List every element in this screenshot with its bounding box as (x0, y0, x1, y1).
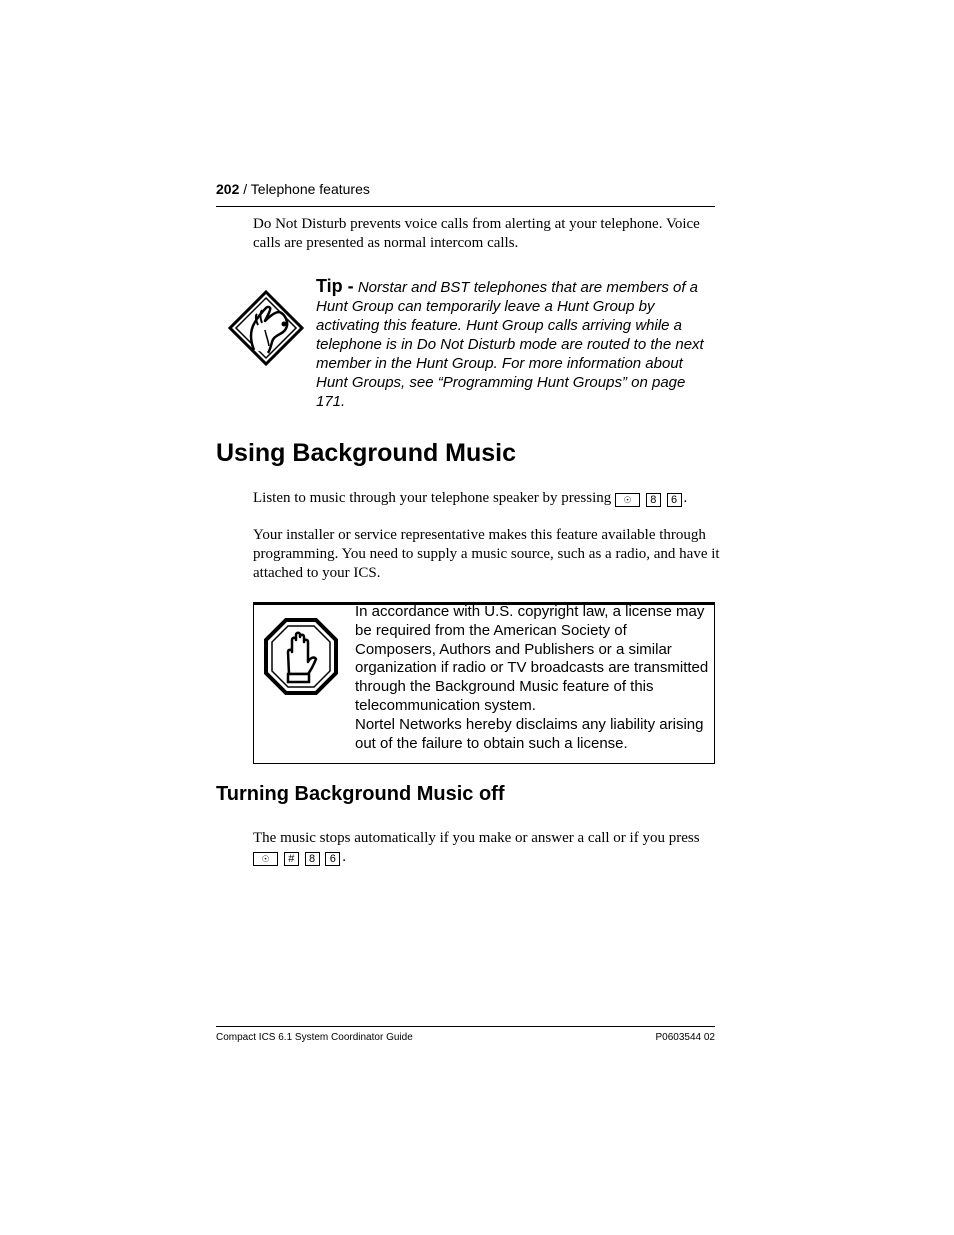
intro-paragraph: Do Not Disturb prevents voice calls from alerting at your telephone. Voice calls are presented as normal intercom calls. (253, 216, 700, 251)
tip-label: Tip - (316, 276, 354, 296)
feature-key: ☉ (253, 852, 278, 866)
warning-paragraph-1: In accordance with U.S. copyright law, a license may be required from the American Society of Composers, Authors and Publishers or a similar organization if radio or TV broadcasts are transmitted through the Background Music feature of this telecommunication system. (355, 603, 709, 714)
header-text (216, 181, 370, 197)
warning-paragraph-2: Nortel Networks hereby disclaims any liability arising out of the failure to obtain such a license. (355, 715, 704, 752)
heading-using-background-music: Using Background Music (216, 439, 517, 467)
key-8: 8 (646, 493, 661, 507)
music-off-text: The music stops automatically if you make or answer a call or if you press (253, 830, 700, 846)
key-6: 6 (325, 852, 340, 866)
installer-paragraph: Your installer or service representative makes this feature available through programming. You need to supply a music source, such as a radio, and have it attached to your ICS. (253, 527, 720, 581)
section-title: / Telephone features (243, 181, 370, 197)
page-number: 202 (216, 181, 240, 197)
listen-text: Listen to music through your telephone speaker by pressing (253, 490, 612, 506)
listen-paragraph: Listen to music through your telephone speaker by pressing ☉ 8 6 . (253, 490, 688, 506)
footer-title: Compact ICS 6.1 System Coordinator Guide (216, 1032, 413, 1043)
tip-text (316, 277, 716, 411)
page-footer (216, 1026, 715, 1047)
page-header (216, 180, 715, 207)
key-6: 6 (667, 493, 682, 507)
tip-hand-icon (228, 290, 304, 366)
heading-turning-background-music-off: Turning Background Music off (216, 783, 505, 805)
footer-doc-number: P0603544 02 (655, 1032, 715, 1043)
music-off-paragraph: The music stops automatically if you make or answer a call or if you press ☉ # 8 6 . (253, 830, 700, 865)
key-hash: # (284, 852, 299, 866)
feature-key: ☉ (615, 493, 640, 507)
stop-hand-icon (264, 618, 338, 695)
tip-body: Norstar and BST telephones that are members of a Hunt Group can temporarily leave a Hunt Group by activating this feature. Hunt Group calls arriving while a telephone is in Do Not Disturb mode are routed to the next member in the Hunt Group. For more information about Hunt Groups, see “Programming Hunt Groups” on page 171. (316, 279, 704, 410)
key-8: 8 (305, 852, 320, 866)
warning-text (355, 603, 711, 753)
